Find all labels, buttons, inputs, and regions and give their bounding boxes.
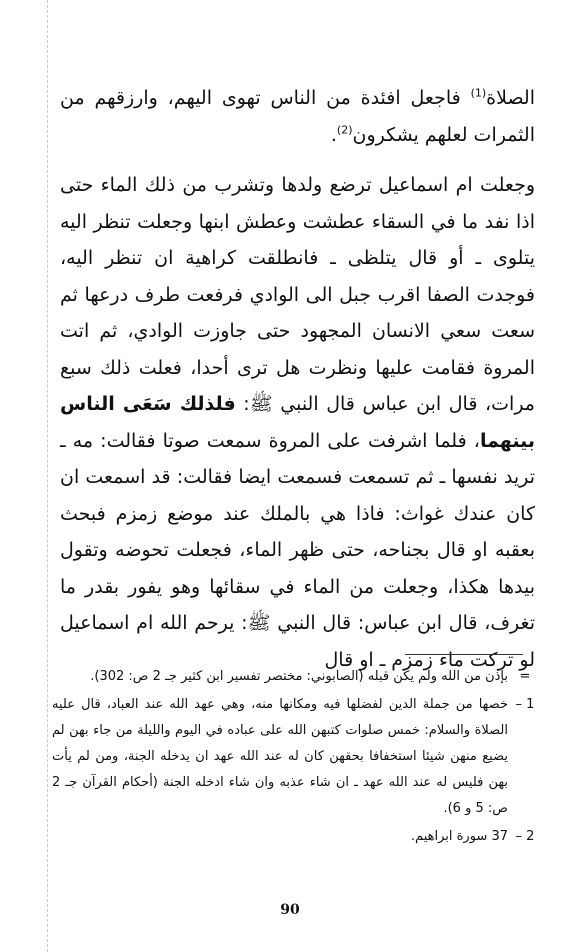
footnote-text: 37 سورة ابراهيم.	[410, 829, 508, 844]
footnote-marker: 1 –	[515, 697, 535, 712]
main-text	[60, 80, 535, 678]
footnote-marker: =	[519, 669, 531, 684]
footnote-text: بإذن من الله ولم يكن قبله (الصابوني: مختصر تفسير ابن كثير جـ 2 ص: 302).	[90, 669, 508, 684]
footnote-ref: (2)	[336, 123, 353, 137]
text-span: .	[330, 123, 337, 146]
footnote	[52, 824, 542, 850]
hadith-quote: فلذلك سَعَى الناس بينهما	[60, 393, 535, 452]
footnote	[52, 692, 542, 822]
footnotes	[52, 664, 542, 852]
footnote-ref: (1)	[470, 86, 487, 100]
text-span: ، فلما اشرفت على المروة سمعت صوتا فقالت: مه ـ تريد نفسها ـ ثم تسمعت فسمعت ايضا فقالت: قد اسمعت ان كان عندك غواث: فاذا هي بالملك عند موضع زمزم فبحث بعقبه او قال بجناحه، حتى ظهر الماء، فجعلت تحوضه وتقول بيدها هكذا، وجعلت من الماء في سقائها وهو يفور بقدر ما تغرف، قال ابن عباس: قال النبي ﷺ: يرحم الله ام اسماعيل لو تركت ماء زمزم ـ او قال	[60, 429, 535, 671]
margin-rule	[47, 0, 48, 952]
footnote-marker: 2 –	[515, 829, 535, 844]
paragraph	[60, 80, 535, 153]
text-span: الصلاة	[486, 87, 535, 109]
footnote	[52, 664, 542, 690]
text-span: فاجعل افئدة من الناس تهوى اليهم، وارزقهم من الثمرات لعلهم يشكرون	[60, 87, 535, 146]
footnote-separator	[405, 654, 523, 655]
paragraph	[60, 167, 535, 678]
page-number: 90	[280, 902, 300, 918]
text-span: وجعلت ام اسماعيل ترضع ولدها وتشرب من ذلك الماء حتى اذا نفد ما في السقاء عطشت وعطش ابنها وجعلت تنظر اليه يتلوى ـ أو قال يتلظى ـ فانطلقت كراهية ان تنظر اليه، فوجدت الصفا اقرب جبل الى الوادي فرفعت طرف درعها ثم سعت سعي الانسان المجهود حتى جاوزت الوادي، ثم اتت المروة فقامت عليها ونظرت هل ترى أحدا، فعلت ذلك سبع مرات، قال ابن عباس قال النبي ﷺ:	[60, 174, 535, 415]
footnote-text: خصها من جملة الدين لفضلها فيه ومكانها منه، وهي عهد الله عند العباد، قال عليه الصلاة والسلام: خمس صلوات كتبهن الله على عباده في اليوم والليلة من جاء بهن لم يضيع منهن شيئا استخفافا بحقهن كان له عند الله عهد ان يدخله الجنة، ومن لم يأت بهن فليس له عند الله عهد ـ ان شاء عذبه وان شاء ادخله الجنة (أحكام القرآن جـ 2 ص: 5 و 6).	[52, 697, 508, 816]
